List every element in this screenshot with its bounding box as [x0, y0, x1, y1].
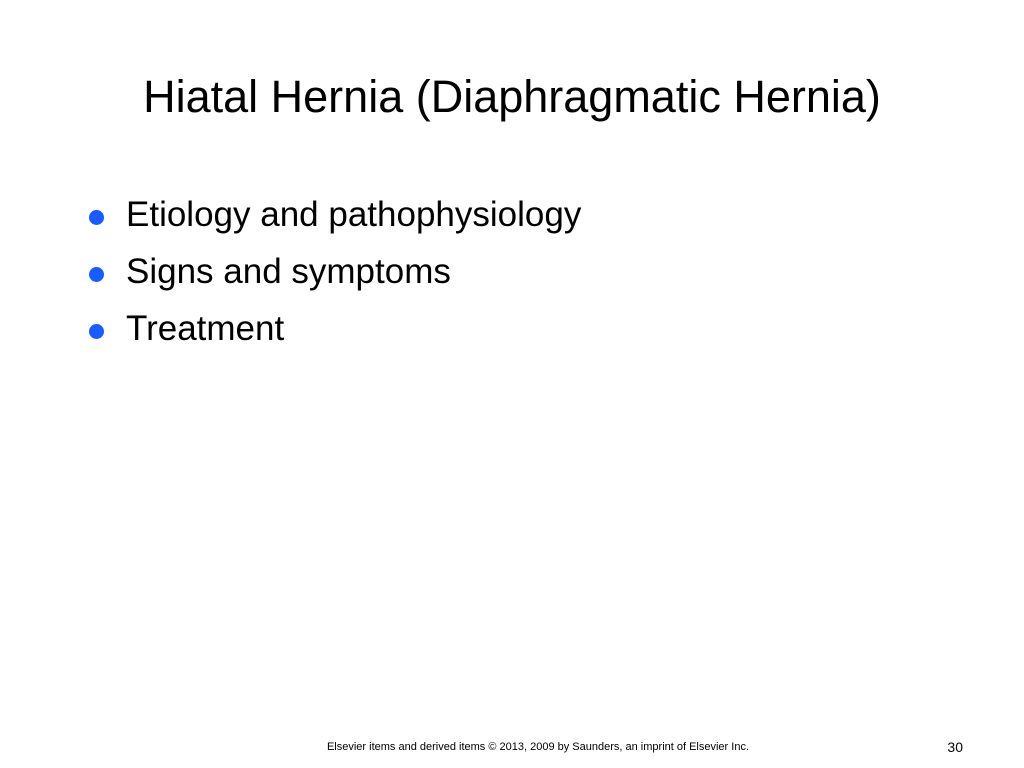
bullet-text: Treatment [126, 309, 285, 348]
bullet-dot-icon [89, 324, 104, 339]
bullet-item [86, 245, 581, 302]
bullet-text: Etiology and pathophysiology [126, 195, 582, 234]
footer-credit: Elsevier items and derived items © 2013, 2009 by Saunders, an imprint of Elsevier Inc. [326, 741, 750, 753]
bullet-list [86, 188, 581, 359]
bullet-item [86, 188, 581, 245]
slide-title: Hiatal Hernia (Diaphragmatic Hernia) [143, 71, 881, 122]
bullet-item [86, 302, 581, 359]
bullet-dot-icon [89, 267, 104, 282]
bullet-dot-icon [89, 210, 104, 225]
page-number: 30 [947, 739, 963, 755]
bullet-text: Signs and symptoms [126, 252, 451, 291]
